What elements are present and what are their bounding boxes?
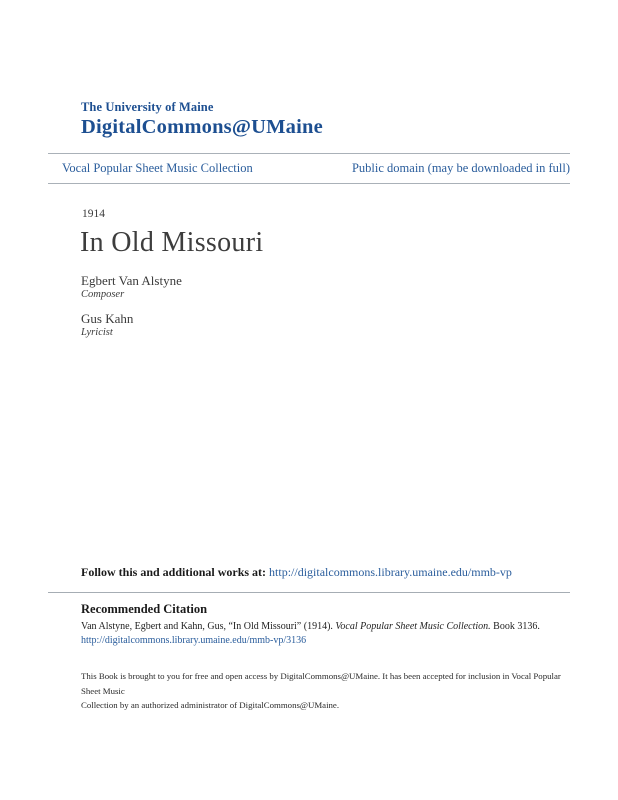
recommended-citation-heading: Recommended Citation: [81, 602, 208, 616]
contributor-name: Gus Kahn: [81, 311, 134, 326]
follow-works-label: Follow this and additional works at:: [81, 565, 270, 579]
site-title: DigitalCommons@UMaine: [81, 116, 323, 138]
citation-text-start: Van Alstyne, Egbert and Kahn, Gus, “In Old Missouri” (1914).: [81, 621, 336, 632]
contributor-role: Composer: [81, 289, 125, 300]
site-header: [81, 100, 323, 139]
publication-year: 1914: [82, 208, 105, 220]
rights-link[interactable]: Public domain (may be downloaded in full): [351, 161, 570, 175]
citation-text: [81, 620, 571, 647]
contributor-lyricist: [81, 311, 133, 339]
citation-text-end: Book 3136.: [490, 621, 540, 632]
citation-collection-italic: Vocal Popular Sheet Music Collection.: [335, 621, 491, 632]
follow-works-line: [81, 565, 512, 580]
collection-url-link[interactable]: http://digitalcommons.library.umaine.edu/mmb-vp: [269, 565, 512, 579]
citation-divider: [48, 592, 570, 593]
collection-link[interactable]: Vocal Popular Sheet Music Collection: [62, 161, 253, 175]
footer-line-2: Collection by an authorized administrator of DigitalCommons@UMaine.: [81, 700, 340, 710]
collection-bar: [48, 153, 570, 184]
work-title: In Old Missouri: [80, 227, 264, 258]
item-url-link[interactable]: http://digitalcommons.library.umaine.edu/mmb-vp/3136: [81, 635, 307, 646]
footer-access-note: [81, 669, 573, 713]
contributor-name: Egbert Van Alstyne: [81, 273, 182, 288]
contributor-role: Lyricist: [81, 327, 113, 338]
institution-name: The University of Maine: [81, 100, 214, 114]
contributor-composer: [81, 273, 182, 301]
footer-line-1: This Book is brought to you for free and open access by DigitalCommons@UMaine. It has been accepted for inclusion in Vocal Popular Sheet Music: [81, 671, 561, 696]
